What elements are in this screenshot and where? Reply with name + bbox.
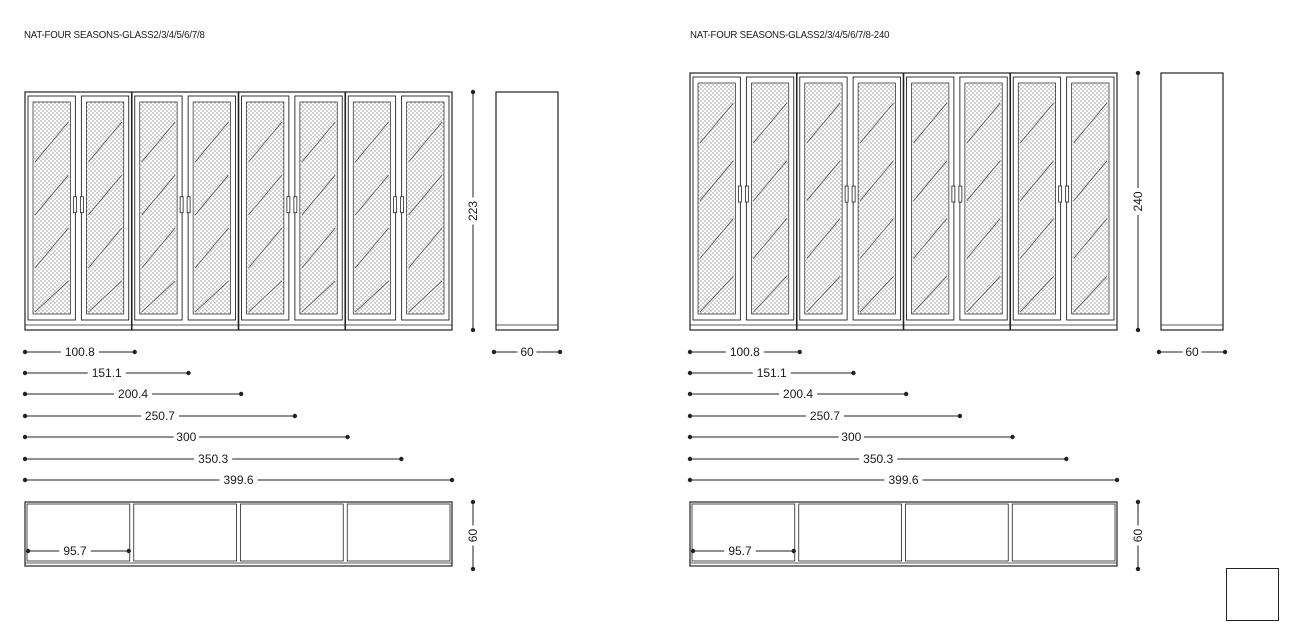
door-handle [294, 197, 297, 213]
dimension-dot [450, 478, 454, 482]
door-handle [187, 197, 190, 213]
dimension-dot [23, 435, 27, 439]
dimension-dot [688, 457, 692, 461]
glass-panel [353, 102, 390, 314]
dimension-dot [26, 549, 30, 553]
glass-panel [858, 83, 895, 314]
wardrobe-plan-view [25, 502, 452, 566]
glass-panel [300, 102, 337, 314]
panel-title-left: NAT-FOUR SEASONS-GLASS2/3/4/5/6/7/8 [24, 29, 205, 41]
width-dimension [688, 409, 962, 423]
dimension-label: 100.8 [64, 345, 95, 360]
dimension-dot [688, 435, 692, 439]
door-handle [845, 186, 848, 202]
door-handle [1059, 186, 1062, 202]
glass-panel [247, 102, 284, 314]
dimension-label: 250.7 [144, 409, 175, 424]
width-dimension [688, 366, 856, 380]
dimension-dot [904, 392, 908, 396]
dimension-dot [23, 414, 27, 418]
width-dimension [688, 473, 1119, 487]
dimension-label: 200.4 [783, 387, 814, 402]
dimension-dot [23, 350, 27, 354]
glass-panel [140, 102, 177, 314]
dimension-dot [471, 567, 475, 571]
plan-outline [25, 502, 452, 566]
glass-panel [805, 83, 842, 314]
dimension-dot [1136, 71, 1140, 75]
dimension-dot [1115, 478, 1119, 482]
width-dimension [23, 473, 454, 487]
side-outline [496, 92, 558, 330]
glass-panel [698, 83, 735, 314]
dimension-dot [688, 392, 692, 396]
width-dimension [23, 366, 191, 380]
dimension-label: 399.6 [223, 473, 254, 488]
door-handle [952, 186, 955, 202]
dimension-dot [1136, 567, 1140, 571]
glass-panel [407, 102, 444, 314]
dimension-label: 100.8 [729, 345, 760, 360]
drawing-left [23, 90, 562, 571]
dimension-dot [399, 457, 403, 461]
door-handle [959, 186, 962, 202]
door-handle [287, 197, 290, 213]
width-dimension [23, 452, 404, 466]
door-handle [852, 186, 855, 202]
dimension-dot [492, 350, 496, 354]
dimension-dot [688, 350, 692, 354]
dimension-label: 223 [466, 200, 481, 222]
dimension-dot [1064, 457, 1068, 461]
drawing-right [688, 71, 1227, 571]
door-handle [394, 197, 397, 213]
dimension-dot [471, 90, 475, 94]
dimension-label: 151.1 [756, 366, 787, 381]
plan-outline [690, 502, 1117, 566]
wardrobe-front-elevation [690, 73, 1117, 330]
width-dimension [23, 409, 297, 423]
wardrobe-side-elevation [1161, 73, 1223, 330]
dimension-label: 300 [841, 430, 862, 445]
dimension-dot [688, 414, 692, 418]
width-dimension [23, 345, 137, 359]
height-dimension [466, 90, 480, 332]
dimension-label: 60 [466, 528, 481, 543]
door-handle [1066, 186, 1069, 202]
dimension-dot [691, 549, 695, 553]
dimension-dot [792, 549, 796, 553]
width-dimension [23, 430, 350, 444]
wardrobe-front-elevation [25, 92, 452, 330]
dimension-label: 200.4 [118, 387, 149, 402]
door-handle [745, 186, 748, 202]
dimension-label: 350.3 [198, 452, 229, 467]
dimension-label: 60 [1131, 528, 1146, 543]
dimension-dot [239, 392, 243, 396]
wardrobe-plan-view [690, 502, 1117, 566]
dimension-dot [23, 371, 27, 375]
dimension-label: 151.1 [91, 366, 122, 381]
dimension-label: 250.7 [809, 409, 840, 424]
width-dimension [23, 387, 244, 401]
glass-panel [1018, 83, 1055, 314]
dimension-label: 60 [1185, 345, 1199, 360]
door-handle [738, 186, 741, 202]
dimension-dot [293, 414, 297, 418]
dimension-dot [558, 350, 562, 354]
glass-panel [751, 83, 788, 314]
glass-panel [912, 83, 949, 314]
dimension-dot [798, 350, 802, 354]
dimension-dot [23, 392, 27, 396]
dimension-dot [345, 435, 349, 439]
dimension-label: 95.7 [63, 544, 87, 559]
dimension-dot [23, 478, 27, 482]
dimension-dot [471, 328, 475, 332]
door-handle [73, 197, 76, 213]
dimension-dot [1223, 350, 1227, 354]
depth-dimension [492, 345, 562, 359]
glass-panel [86, 102, 123, 314]
dimension-dot [851, 371, 855, 375]
dimension-dot [958, 414, 962, 418]
dimension-dot [1136, 500, 1140, 504]
dimension-label: 60 [520, 345, 534, 360]
dimension-dot [471, 500, 475, 504]
dimension-label: 350.3 [863, 452, 894, 467]
width-dimension [688, 452, 1069, 466]
dimension-dot [1136, 328, 1140, 332]
glass-panel [1072, 83, 1109, 314]
plan-depth-dimension [1131, 500, 1145, 571]
legend-box [1226, 568, 1279, 621]
width-dimension [688, 345, 802, 359]
glass-panel [193, 102, 230, 314]
door-handle [80, 197, 83, 213]
door-handle [180, 197, 183, 213]
dimension-dot [688, 478, 692, 482]
glass-panel [965, 83, 1002, 314]
dimension-dot [127, 549, 131, 553]
dimension-dot [1157, 350, 1161, 354]
plan-depth-dimension [466, 500, 480, 571]
door-handle [401, 197, 404, 213]
width-dimension [688, 430, 1015, 444]
dimension-label: 95.7 [728, 544, 752, 559]
dimension-label: 399.6 [888, 473, 919, 488]
depth-dimension [1157, 345, 1227, 359]
width-dimension [688, 387, 909, 401]
panel-title-right: NAT-FOUR SEASONS-GLASS2/3/4/5/6/7/8-240 [690, 29, 890, 41]
dimension-dot [23, 457, 27, 461]
dimension-dot [1010, 435, 1014, 439]
height-dimension [1131, 71, 1145, 332]
wardrobe-side-elevation [496, 92, 558, 330]
dimension-label: 300 [176, 430, 197, 445]
dimension-label: 240 [1131, 191, 1146, 212]
glass-panel [33, 102, 70, 314]
dimension-dot [688, 371, 692, 375]
dimension-dot [186, 371, 190, 375]
dimension-dot [133, 350, 137, 354]
side-outline [1161, 73, 1223, 330]
